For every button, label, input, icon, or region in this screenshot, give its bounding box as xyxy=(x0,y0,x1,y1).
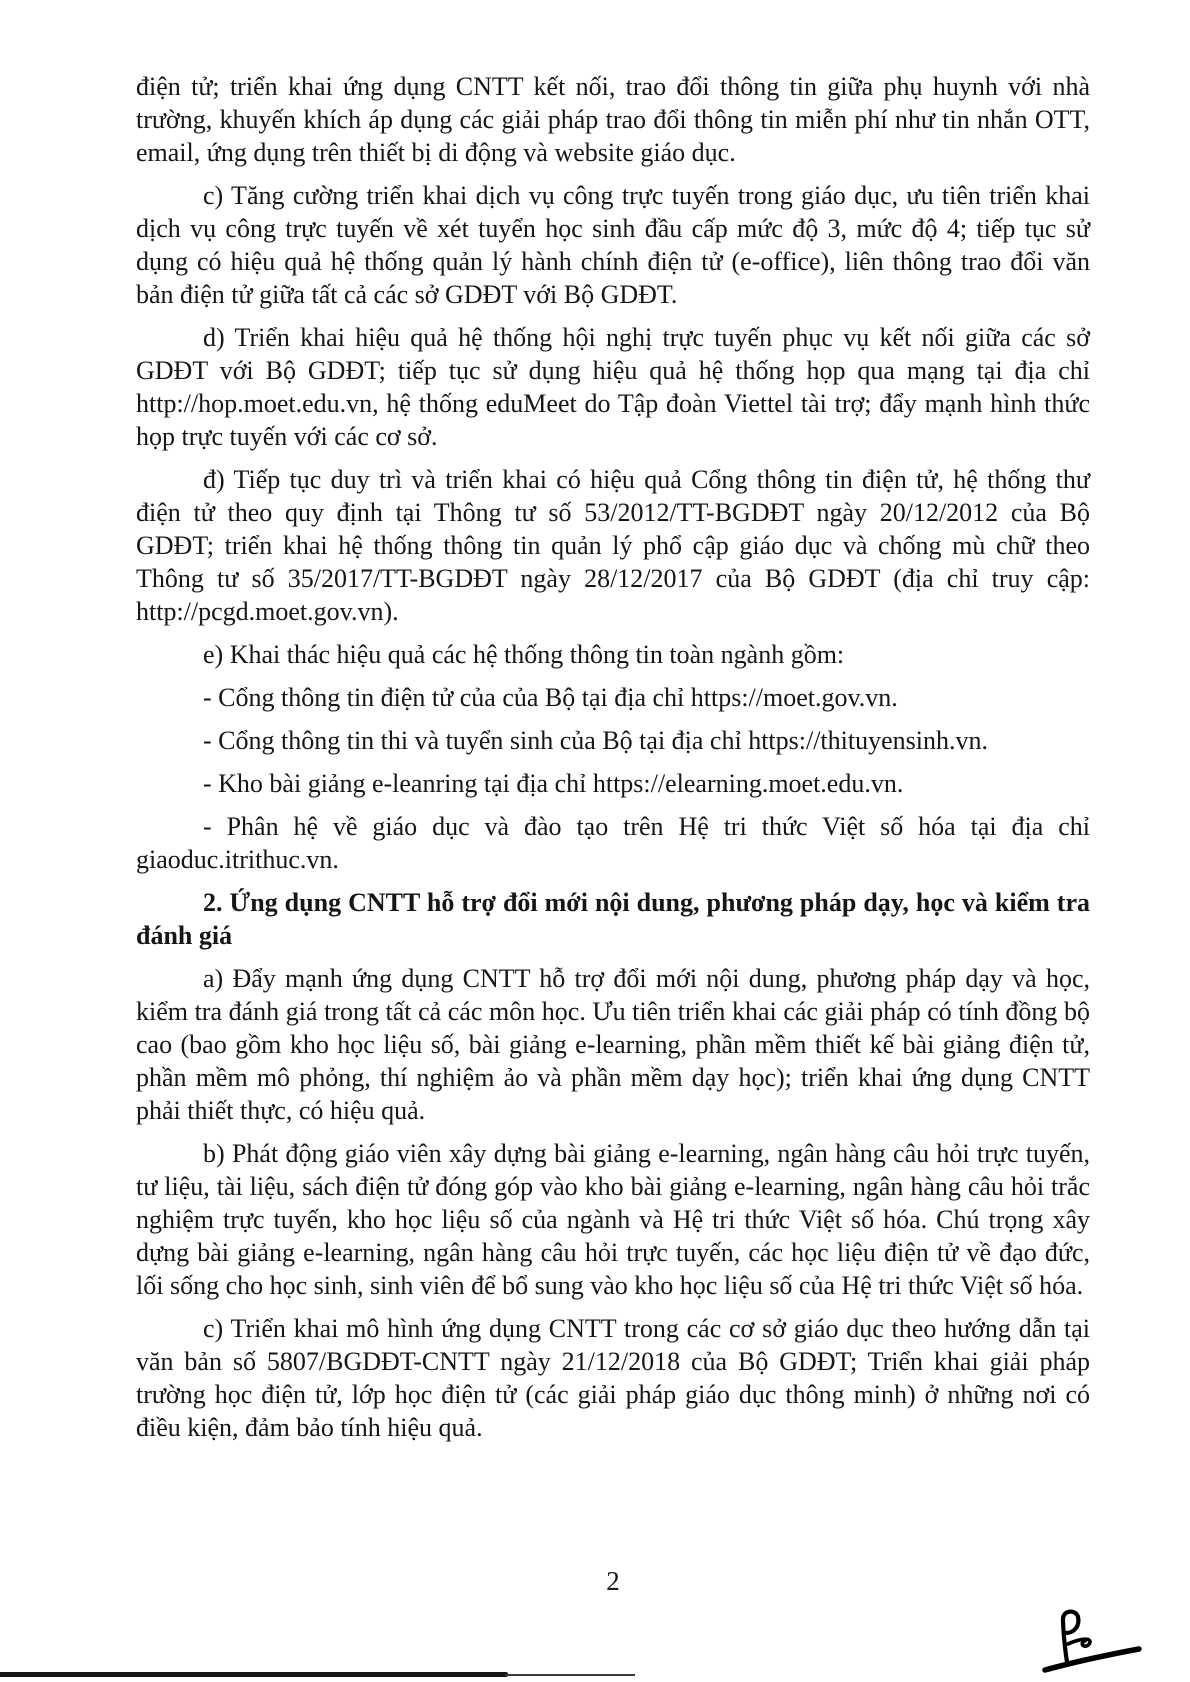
paragraph: đ) Tiếp tục duy trì và triển khai có hiệu quả Cổng thông tin điện tử, hệ thống thư điện tử theo quy định tại Thông tư số 53/2012/TT-BGDĐT ngày 20/12/2012 của Bộ GDĐT; triển khai hệ thống thông tin quản lý phổ cập giáo dục và chống mù chữ theo Thông tư số 35/2017/TT-BGDĐT ngày 28/12/2017 của Bộ GDĐT (địa chỉ truy cập: http://pcgd.moet.gov.vn). xyxy=(136,465,1090,626)
paragraph: d) Triển khai hiệu quả hệ thống hội nghị trực tuyến phục vụ kết nối giữa các sở GDĐT với Bộ GDĐT; tiếp tục sử dụng hiệu quả hệ thống họp qua mạng tại địa chỉ http://hop.moet.edu.vn, hệ thống eduMeet do Tập đoàn Viettel tài trợ; đẩy mạnh hình thức họp trực tuyến với các cơ sở. xyxy=(136,323,1090,451)
list-item: - Phân hệ về giáo dục và đào tạo trên Hệ tri thức Việt số hóa tại địa chỉ giaoduc.itrithuc.vn. xyxy=(136,812,1090,874)
paragraph: c) Triển khai mô hình ứng dụng CNTT trong các cơ sở giáo dục theo hướng dẫn tại văn bản số 5807/BGDĐT-CNTT ngày 21/12/2018 của Bộ GDĐT; Triển khai giải pháp trường học điện tử, lớp học điện tử (các giải pháp giáo dục thông minh) ở những nơi có điều kiện, đảm bảo tính hiệu quả. xyxy=(136,1314,1090,1442)
page-number: 2 xyxy=(606,1566,620,1596)
paragraph: điện tử; triển khai ứng dụng CNTT kết nối, trao đổi thông tin giữa phụ huynh với nhà trường, khuyến khích áp dụng các giải pháp trao đổi thông tin miễn phí như tin nhắn OTT, email, ứng dụng trên thiết bị di động và website giáo dục. xyxy=(136,72,1090,167)
paragraph: b) Phát động giáo viên xây dựng bài giảng e-learning, ngân hàng câu hỏi trực tuyến, tư liệu, tài liệu, sách điện tử đóng góp vào kho bài giảng e-learning, ngân hàng câu hỏi trắc nghiệm trực tuyến, kho học liệu số của ngành và Hệ tri thức Việt số hóa. Chú trọng xây dựng bài giảng e-learning, ngân hàng câu hỏi trực tuyến, các học liệu điện tử về đạo đức, lối sống cho học sinh, sinh viên để bổ sung vào kho học liệu số của Hệ tri thức Việt số hóa. xyxy=(136,1139,1090,1300)
scan-artifact-line xyxy=(0,1672,508,1677)
paragraph: c) Tăng cường triển khai dịch vụ công trực tuyến trong giáo dục, ưu tiên triển khai dịch vụ công trực tuyến về xét tuyển học sinh đầu cấp mức độ 3, mức độ 4; tiếp tục sử dụng có hiệu quả hệ thống quản lý hành chính điện tử (e-office), liên thông trao đổi văn bản điện tử giữa tất cả các sở GDĐT với Bộ GDĐT. xyxy=(136,181,1090,309)
list-item: - Cổng thông tin thi và tuyển sinh của Bộ tại địa chỉ https://thituyensinh.vn. xyxy=(203,726,988,755)
list-item: - Cổng thông tin điện tử của của Bộ tại địa chỉ https://moet.gov.vn. xyxy=(203,683,898,712)
text-block xyxy=(136,70,1090,1454)
paragraph: a) Đẩy mạnh ứng dụng CNTT hỗ trợ đổi mới nội dung, phương pháp dạy và học, kiểm tra đánh giá trong tất cả các môn học. Ưu tiên triển khai các giải pháp có tính đồng bộ cao (bao gồm kho học liệu số, bài giảng e-learning, phần mềm thiết kế bài giảng điện tử, phần mềm mô phỏng, thí nghiệm ảo và phần mềm dạy học); triển khai ứng dụng CNTT phải thiết thực, có hiệu quả. xyxy=(136,964,1090,1125)
section-heading: 2. Ứng dụng CNTT hỗ trợ đổi mới nội dung, phương pháp dạy, học và kiểm tra đánh giá xyxy=(136,888,1090,950)
list-item: - Kho bài giảng e-leanring tại địa chỉ https://elearning.moet.edu.vn. xyxy=(203,769,904,798)
signature-initial-mark xyxy=(1036,1606,1148,1678)
scan-artifact-line-tail xyxy=(505,1674,635,1676)
paragraph: e) Khai thác hiệu quả các hệ thống thông tin toàn ngành gồm: xyxy=(203,640,845,669)
